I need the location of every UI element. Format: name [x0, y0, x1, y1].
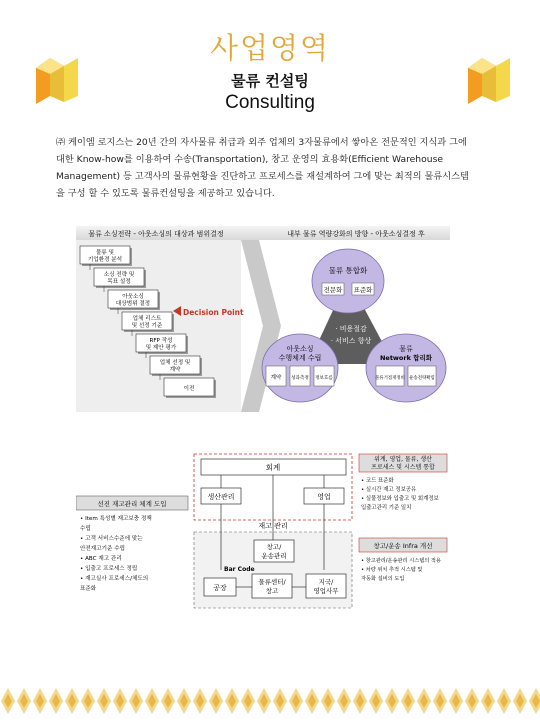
box-production: 생산관리	[207, 493, 235, 501]
box-hub-reorg: 물류거점재정비	[375, 376, 405, 381]
process-step-label: 및 제안 평가	[145, 345, 177, 351]
bullet-item: • ABC 재고 관리	[80, 556, 122, 562]
circle-integration	[312, 249, 384, 313]
bullet-item: 입출고관리 기준 일치	[361, 505, 412, 511]
right-panel-header: 내부 물류 역량강화의 방향 - 아웃소싱결정 후	[287, 230, 425, 238]
sourcing-strategy-diagram	[76, 226, 450, 412]
barcode-label: Bar Code	[224, 566, 255, 573]
box-branch-1: 지국/	[318, 578, 334, 586]
process-step-label: 아웃소싱	[122, 294, 144, 300]
process-step-label: 업체 리스트	[132, 316, 162, 322]
page-subtitle: 물류 컨설팅	[231, 72, 309, 90]
decision-point-label: Decision Point	[183, 308, 244, 317]
circle-outsourcing-title-2: 수행체계 수립	[278, 354, 322, 362]
bullet-item: • 재고실사 프로세스/체도의	[80, 576, 149, 582]
bullet-item: • 코드 표준화	[361, 478, 394, 484]
bullet-item: • 창고관리/운송관리 시스템의 적용	[361, 558, 441, 564]
process-step	[164, 378, 216, 398]
box-contract: 계약	[270, 375, 282, 381]
bullet-item: • 차량 위치 추적 시스템 및	[361, 567, 423, 573]
box-warehouse-1: 창고/	[266, 543, 282, 551]
bullet-item: • 고객 서비스수준에 맞는	[80, 536, 143, 542]
process-step-label: 기업환경 분석	[87, 257, 123, 263]
box-factory: 공장	[213, 584, 227, 592]
bullet-item: • 입출고 프로세스 정립	[80, 566, 138, 572]
box-branch-2: 영업사무	[313, 587, 339, 595]
process-step-label: 업체 선정 및	[159, 360, 191, 366]
box-sales: 영업	[317, 493, 331, 501]
left-panel-title: 선진 재고관리 체계 도입	[97, 500, 167, 508]
intro-paragraph: ㈜ 케이엠 로지스는 20년 간의 자사물류 취급과 외주 업체의 3자물류에서 쌓아온 전문적인 지식과 그에 대한 Know-how를 이용하여 수송(Transportation), 창고 운영의 효용화(Efficient Warehouse Management) 등 고객사의 물류현황을 진단하고 프로세스를 재설계하여 그에 맞는 최적의 물류시스템을 구성 할 수 있도록 물류컨설팅을 제공하고 있습니다.	[56, 137, 469, 199]
diamond-border-decoration	[0, 686, 540, 716]
inventory-system-diagram	[76, 450, 450, 610]
box-specialization: 전문화	[323, 286, 343, 294]
process-step-label: 대상범위 결정	[115, 301, 151, 307]
process-step-label: 계약	[169, 367, 181, 373]
circle-network-title-1: 물류	[399, 345, 413, 353]
right-bottom-header: 창고/운송 Infra 개선	[373, 542, 433, 550]
process-step-label: 물류 및	[96, 250, 114, 256]
center-text-cost: · 비용절감	[335, 325, 367, 333]
circle-integration-title: 물류 통합화	[328, 266, 368, 275]
box-center-2: 창고	[265, 587, 279, 595]
box-transport-strategy: 운송전략확립	[409, 376, 435, 381]
bullet-item: • 실시간 재고 정보공유	[361, 487, 417, 493]
right-top-header-2: 프로세스 및 시스템 통합	[371, 464, 435, 471]
left-panel-header: 물류 소싱전략 - 아웃소싱의 대상과 범위결정	[88, 230, 224, 238]
process-step-label: 및 선정 기준	[131, 323, 163, 329]
process-step-label: 소싱 전략 및	[103, 272, 135, 278]
bullet-item: 수립	[80, 526, 91, 532]
bullet-item: • 실물정보와 입출고 및 회계정보	[361, 496, 439, 502]
box-info-flow: 정보흐름	[315, 376, 333, 381]
process-step-label: 목표 설정	[107, 279, 131, 285]
inventory-label: 재고 관리	[258, 522, 288, 530]
page-subtitle-english: Consulting	[225, 92, 315, 113]
bullet-item: 표준화	[80, 586, 97, 592]
circle-network-title-2: Network 합리화	[379, 354, 433, 362]
right-top-header-1: 위계, 영업, 물류, 생산	[374, 456, 432, 463]
page-title: 사업영역	[209, 31, 331, 65]
box-warehouse-2: 운송관리	[261, 552, 287, 560]
box-performance: 성과측정	[291, 376, 309, 381]
process-step-label: RFP 작성	[149, 338, 173, 344]
bullet-item: • Item 특성별 재고보충 정책	[80, 516, 152, 522]
box-center-1: 물류센터/	[258, 578, 286, 586]
box-accounting: 회계	[265, 463, 281, 472]
center-text-service: · 서비스 향상	[330, 337, 372, 345]
bullet-item: 안전재고기준 수립	[80, 546, 126, 552]
circle-outsourcing-title-1: 아웃소싱	[286, 345, 314, 353]
process-step-label: 이전	[183, 386, 195, 392]
bullet-item: 자동화 설비의 도입	[361, 576, 405, 582]
box-standardization: 표준화	[353, 286, 373, 294]
